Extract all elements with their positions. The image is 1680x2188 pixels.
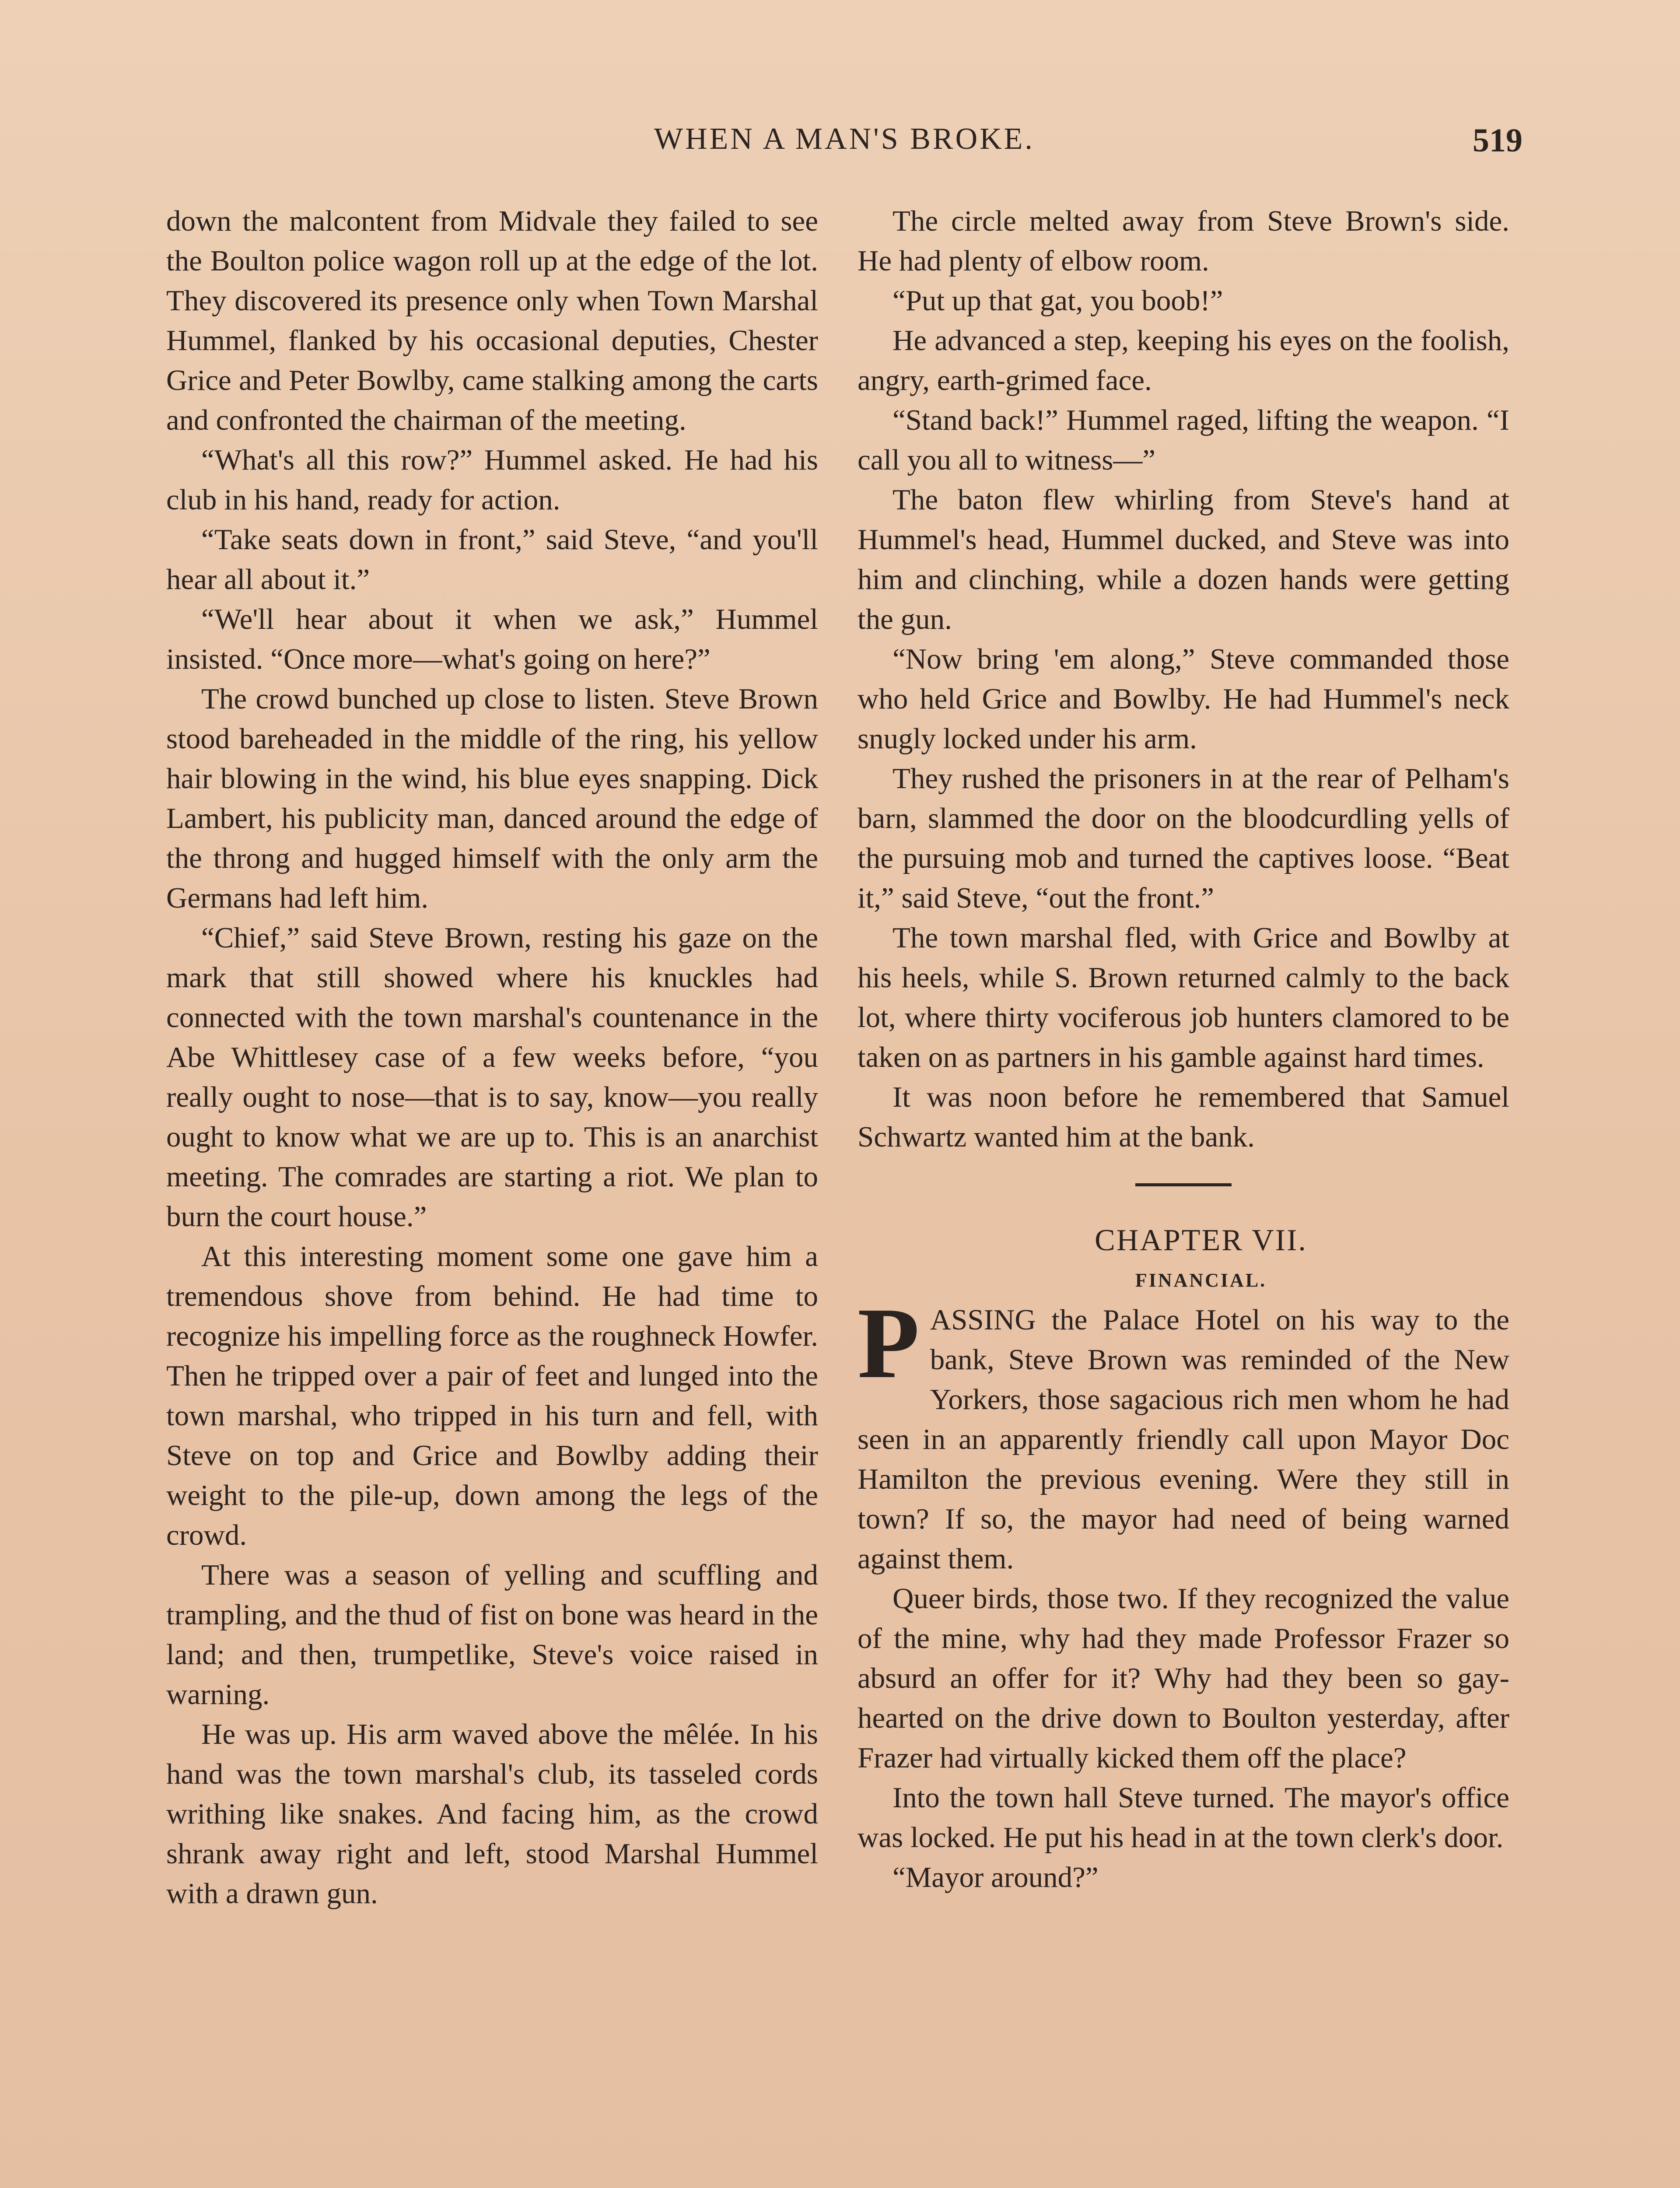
paragraph: The town marshal fled, with Grice and Bowlby at his heels, while S. Brown returned calmly to the back lot, where thirty vociferous job hunters clamored to be taken on as partners in his gamble against hard times.	[858, 922, 1509, 1073]
paragraph: Queer birds, those two. If they recognized the value of the mine, why had they made Professor Frazer so absurd an offer for it? Why had they been so gay-hearted on the drive down to Boulton yesterday, after Frazer had virtually kicked them off the place?	[858, 1582, 1509, 1774]
paragraph: “We'll hear about it when we ask,” Hummel insisted. “Once more—what's going on here?”	[166, 603, 818, 675]
chapter-title: CHAPTER VII.	[1095, 1224, 1307, 1257]
paragraph: He was up. His arm waved above the mêlée. In his hand was the town marshal's club, its tasseled cords writhing like snakes. And facing him, as the crowd shrank away right and left, stood Marshal Hummel with a drawn gun.	[166, 1718, 818, 1910]
page-header	[166, 122, 1522, 165]
section-divider	[1135, 1183, 1232, 1186]
paragraph: The crowd bunched up close to listen. Steve Brown stood bareheaded in the middle of the ring, his yellow hair blowing in the wind, his blue eyes snapping. Dick Lambert, his publicity man, danced around the edge of the throng and hugged himself with the only arm the Germans had left him.	[166, 683, 818, 914]
paragraph: The circle melted away from Steve Brown's side. He had plenty of elbow room.	[858, 205, 1509, 277]
left-column	[166, 201, 818, 1914]
paragraph: “Take seats down in front,” said Steve, “and you'll hear all about it.”	[166, 523, 818, 596]
running-title: WHEN A MAN'S BROKE.	[654, 122, 1035, 156]
chapter-opening-paragraph	[858, 1287, 1509, 1579]
drop-cap: P	[858, 1287, 920, 1399]
paragraph: “Mayor around?”	[892, 1861, 1099, 1893]
paragraph: “Stand back!” Hummel raged, lifting the weapon. “I call you all to witness—”	[858, 404, 1509, 476]
paragraph: He advanced a step, keeping his eyes on the foolish, angry, earth-grimed face.	[858, 324, 1509, 396]
paragraph: down the malcontent from Midvale they failed to see the Boulton police wagon roll up at the edge of the lot. They discovered its presence only when Town Marshal Hummel, flanked by his occasional deputies, Chester Grice and Peter Bowlby, came stalking among the carts and confronted the chairman of the meeting.	[166, 205, 818, 436]
paragraph: At this interesting moment some one gave him a tremendous shove from behind. He had time to recognize his impelling force as the roughneck Howfer. Then he tripped over a pair of feet and lunged into the town marshal, who tripped in his turn and fell, with Steve on top and Grice and Bowlby adding their weight to the pile-up, down among the legs of the crowd.	[166, 1240, 818, 1551]
right-column	[858, 201, 1509, 1897]
paragraph: They rushed the prisoners in at the rear of Pelham's barn, slammed the door on the bloodcurdling yells of the pursuing mob and turned the captives loose. “Beat it,” said Steve, “out the front.”	[858, 762, 1509, 914]
chapter-subtitle: FINANCIAL.	[1135, 1269, 1267, 1291]
paragraph: The baton flew whirling from Steve's hand at Hummel's head, Hummel ducked, and Steve was into him and clinching, while a dozen hands were getting the gun.	[858, 484, 1509, 635]
paragraph: There was a season of yelling and scuffling and trampling, and the thud of fist on bone was heard in the land; and then, trumpetlike, Steve's voice raised in warning.	[166, 1559, 818, 1711]
page-number: 519	[1473, 122, 1522, 159]
paragraph: “Chief,” said Steve Brown, resting his gaze on the mark that still showed where his knuckles had connected with the town marshal's countenance in the Abe Whittlesey case of a few weeks before, “you really ought to nose—that is to say, know—you really ought to know what we are up to. This is an anarchist meeting. The comrades are starting a riot. We plan to burn the court house.”	[166, 922, 818, 1233]
opening-text: ASSING the Palace Hotel on his way to the bank, Steve Brown was reminded of the New Yorkers, those sagacious rich men whom he had seen in an apparently friendly call upon Mayor Doc Hamilton the previous evening. Were they still in town? If so, the mayor had need of being warned against them.	[858, 1304, 1509, 1575]
paragraph: It was noon before he remembered that Samuel Schwartz wanted him at the bank.	[858, 1081, 1509, 1153]
paragraph: “What's all this row?” Hummel asked. He had his club in his hand, ready for action.	[166, 444, 818, 516]
paragraph: Into the town hall Steve turned. The mayor's office was locked. He put his head in at the town clerk's door.	[858, 1781, 1509, 1854]
paragraph: “Now bring 'em along,” Steve commanded those who held Grice and Bowlby. He had Hummel's neck snugly locked under his arm.	[858, 643, 1509, 755]
paragraph: “Put up that gat, you boob!”	[892, 284, 1223, 317]
